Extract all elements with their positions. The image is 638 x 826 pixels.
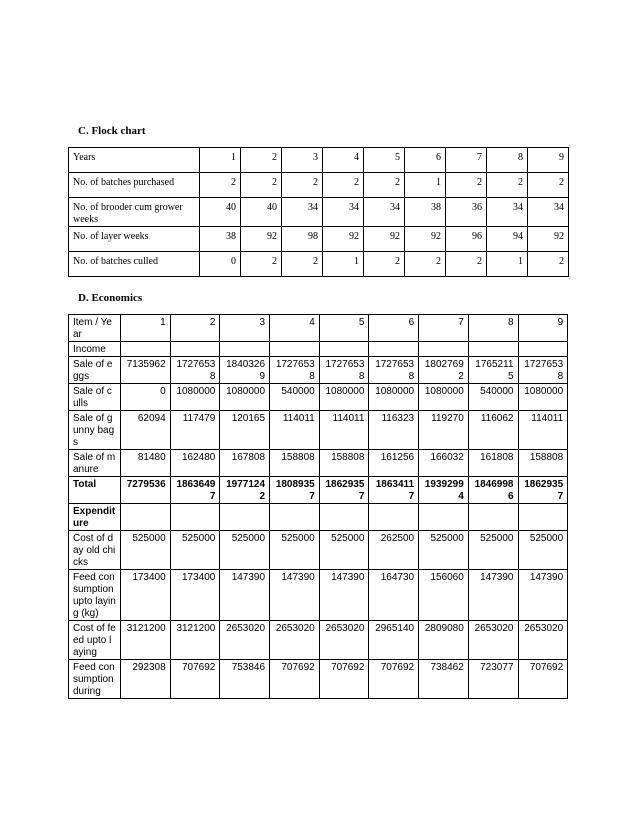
econ-value-cell: 116062 xyxy=(468,411,518,450)
econ-value-cell: 1080000 xyxy=(170,384,220,411)
econ-value-cell: 17652115 xyxy=(468,357,518,384)
econ-header-cell: 9 xyxy=(518,315,568,342)
econ-table-row xyxy=(69,342,568,357)
econ-value-cell: 18629357 xyxy=(518,477,568,504)
flock-value-cell: 96 xyxy=(446,227,487,252)
econ-row-label: Income xyxy=(69,342,121,357)
econ-table-row xyxy=(69,531,568,570)
flock-header-cell: 8 xyxy=(487,148,528,173)
flock-value-cell: 2 xyxy=(282,252,323,277)
econ-value-cell xyxy=(220,342,270,357)
econ-table-row xyxy=(69,384,568,411)
econ-value-cell: 2653020 xyxy=(270,621,320,660)
econ-value-cell: 753846 xyxy=(220,660,270,699)
flock-header-cell: 5 xyxy=(364,148,405,173)
econ-value-cell: 0 xyxy=(121,384,171,411)
flock-value-cell: 38 xyxy=(200,227,241,252)
econ-value-cell: 17276538 xyxy=(369,357,419,384)
econ-value-cell: 147390 xyxy=(319,570,369,621)
econ-value-cell: 525000 xyxy=(170,531,220,570)
econ-header-cell: 3 xyxy=(220,315,270,342)
flock-value-cell: 92 xyxy=(405,227,446,252)
flock-value-cell: 36 xyxy=(446,198,487,227)
econ-value-cell: 114011 xyxy=(518,411,568,450)
econ-value-cell xyxy=(319,504,369,531)
flock-value-cell: 1 xyxy=(405,173,446,198)
flock-value-cell: 2 xyxy=(364,173,405,198)
econ-header-cell: 2 xyxy=(170,315,220,342)
econ-value-cell: 17276538 xyxy=(170,357,220,384)
econ-value-cell: 147390 xyxy=(220,570,270,621)
econ-value-cell xyxy=(220,504,270,531)
econ-value-cell: 162480 xyxy=(170,450,220,477)
flock-header-cell: 2 xyxy=(241,148,282,173)
econ-value-cell: 7279536 xyxy=(121,477,171,504)
flock-row-label: No. of layer weeks xyxy=(69,227,200,252)
flock-value-cell: 2 xyxy=(446,173,487,198)
econ-header-cell: 6 xyxy=(369,315,419,342)
econ-value-cell: 18403269 xyxy=(220,357,270,384)
econ-value-cell xyxy=(270,504,320,531)
flock-value-cell: 98 xyxy=(282,227,323,252)
econ-value-cell: 738462 xyxy=(419,660,469,699)
econ-value-cell: 116323 xyxy=(369,411,419,450)
econ-value-cell: 525000 xyxy=(468,531,518,570)
flock-value-cell: 92 xyxy=(528,227,569,252)
econ-value-cell: 1080000 xyxy=(319,384,369,411)
flock-value-cell: 34 xyxy=(528,198,569,227)
flock-chart-table xyxy=(68,147,569,277)
econ-value-cell: 1080000 xyxy=(419,384,469,411)
econ-value-cell: 156060 xyxy=(419,570,469,621)
flock-header-cell: 4 xyxy=(323,148,364,173)
flock-header-cell: 3 xyxy=(282,148,323,173)
econ-value-cell xyxy=(170,504,220,531)
econ-header-cell: 1 xyxy=(121,315,171,342)
econ-value-cell: 3121200 xyxy=(170,621,220,660)
econ-value-cell: 81480 xyxy=(121,450,171,477)
econ-value-cell: 707692 xyxy=(170,660,220,699)
flock-value-cell: 2 xyxy=(241,252,282,277)
flock-value-cell: 92 xyxy=(241,227,282,252)
econ-value-cell xyxy=(518,342,568,357)
flock-value-cell: 40 xyxy=(241,198,282,227)
econ-value-cell xyxy=(369,504,419,531)
flock-value-cell: 34 xyxy=(282,198,323,227)
econ-header-row xyxy=(69,315,568,342)
flock-header-row xyxy=(69,148,569,173)
flock-value-cell: 40 xyxy=(200,198,241,227)
econ-value-cell: 164730 xyxy=(369,570,419,621)
flock-value-cell: 34 xyxy=(487,198,528,227)
econ-value-cell xyxy=(319,342,369,357)
economics-heading: D. Economics xyxy=(78,292,143,304)
flock-header-cell: Years xyxy=(69,148,200,173)
econ-value-cell: 1080000 xyxy=(369,384,419,411)
flock-value-cell: 92 xyxy=(364,227,405,252)
econ-value-cell: 147390 xyxy=(270,570,320,621)
econ-value-cell: 167808 xyxy=(220,450,270,477)
econ-value-cell: 117479 xyxy=(170,411,220,450)
flock-header-cell: 1 xyxy=(200,148,241,173)
econ-row-label: Sale of manure xyxy=(69,450,121,477)
flock-value-cell: 2 xyxy=(323,173,364,198)
flock-value-cell: 1 xyxy=(323,252,364,277)
econ-value-cell xyxy=(170,342,220,357)
econ-value-cell: 114011 xyxy=(319,411,369,450)
econ-header-cell: Item / Year xyxy=(69,315,121,342)
econ-value-cell: 62094 xyxy=(121,411,171,450)
econ-value-cell: 18636497 xyxy=(170,477,220,504)
econ-value-cell: 1080000 xyxy=(518,384,568,411)
econ-value-cell: 17276538 xyxy=(270,357,320,384)
econ-value-cell: 147390 xyxy=(518,570,568,621)
econ-table-row xyxy=(69,570,568,621)
economics-table xyxy=(68,314,568,699)
flock-value-cell: 2 xyxy=(200,173,241,198)
econ-value-cell: 18634117 xyxy=(369,477,419,504)
econ-value-cell: 707692 xyxy=(319,660,369,699)
econ-value-cell: 147390 xyxy=(468,570,518,621)
flock-table-row xyxy=(69,227,569,252)
econ-value-cell: 158808 xyxy=(319,450,369,477)
econ-value-cell: 7135962 xyxy=(121,357,171,384)
econ-value-cell: 2965140 xyxy=(369,621,419,660)
flock-table-row xyxy=(69,252,569,277)
econ-value-cell: 525000 xyxy=(518,531,568,570)
econ-row-label: Total xyxy=(69,477,121,504)
econ-value-cell xyxy=(468,342,518,357)
econ-value-cell: 2653020 xyxy=(220,621,270,660)
econ-value-cell: 540000 xyxy=(468,384,518,411)
flock-value-cell: 34 xyxy=(364,198,405,227)
econ-row-label: Expenditure xyxy=(69,504,121,531)
econ-value-cell: 2809080 xyxy=(419,621,469,660)
econ-value-cell: 540000 xyxy=(270,384,320,411)
flock-header-cell: 7 xyxy=(446,148,487,173)
econ-table-row xyxy=(69,660,568,699)
econ-value-cell: 525000 xyxy=(220,531,270,570)
econ-value-cell: 173400 xyxy=(121,570,171,621)
econ-value-cell: 707692 xyxy=(270,660,320,699)
econ-value-cell: 262500 xyxy=(369,531,419,570)
econ-value-cell: 18469986 xyxy=(468,477,518,504)
econ-value-cell: 707692 xyxy=(518,660,568,699)
econ-value-cell: 2653020 xyxy=(468,621,518,660)
flock-chart-heading: C. Flock chart xyxy=(78,125,146,137)
econ-row-label: Cost of feed upto laying xyxy=(69,621,121,660)
econ-value-cell: 17276538 xyxy=(319,357,369,384)
econ-value-cell: 18027692 xyxy=(419,357,469,384)
econ-value-cell: 723077 xyxy=(468,660,518,699)
flock-value-cell: 2 xyxy=(446,252,487,277)
econ-value-cell: 525000 xyxy=(319,531,369,570)
econ-table-row xyxy=(69,357,568,384)
flock-value-cell: 2 xyxy=(487,173,528,198)
econ-row-label: Cost of day old chicks xyxy=(69,531,121,570)
flock-value-cell: 2 xyxy=(282,173,323,198)
flock-value-cell: 92 xyxy=(323,227,364,252)
flock-value-cell: 1 xyxy=(487,252,528,277)
econ-value-cell xyxy=(419,504,469,531)
econ-value-cell xyxy=(369,342,419,357)
flock-value-cell: 2 xyxy=(405,252,446,277)
econ-row-label: Sale of eggs xyxy=(69,357,121,384)
econ-value-cell: 17276538 xyxy=(518,357,568,384)
flock-value-cell: 2 xyxy=(241,173,282,198)
econ-table-row xyxy=(69,477,568,504)
econ-table-row xyxy=(69,411,568,450)
econ-value-cell xyxy=(121,342,171,357)
econ-value-cell xyxy=(419,342,469,357)
econ-value-cell: 158808 xyxy=(518,450,568,477)
econ-value-cell: 19392994 xyxy=(419,477,469,504)
flock-value-cell: 2 xyxy=(364,252,405,277)
econ-row-label: Sale of gunny bags xyxy=(69,411,121,450)
flock-value-cell: 34 xyxy=(323,198,364,227)
flock-table-row xyxy=(69,173,569,198)
econ-value-cell: 18629357 xyxy=(319,477,369,504)
flock-value-cell: 2 xyxy=(528,252,569,277)
econ-value-cell xyxy=(468,504,518,531)
econ-row-label: Sale of culls xyxy=(69,384,121,411)
econ-value-cell: 2653020 xyxy=(319,621,369,660)
econ-value-cell: 292308 xyxy=(121,660,171,699)
econ-value-cell: 19771242 xyxy=(220,477,270,504)
econ-value-cell: 114011 xyxy=(270,411,320,450)
econ-table-row xyxy=(69,450,568,477)
econ-value-cell: 707692 xyxy=(369,660,419,699)
econ-value-cell: 3121200 xyxy=(121,621,171,660)
econ-header-cell: 4 xyxy=(270,315,320,342)
econ-value-cell: 18089357 xyxy=(270,477,320,504)
econ-value-cell: 525000 xyxy=(270,531,320,570)
flock-header-cell: 6 xyxy=(405,148,446,173)
econ-value-cell: 158808 xyxy=(270,450,320,477)
econ-header-cell: 8 xyxy=(468,315,518,342)
flock-value-cell: 38 xyxy=(405,198,446,227)
econ-value-cell: 2653020 xyxy=(518,621,568,660)
econ-value-cell xyxy=(518,504,568,531)
flock-header-cell: 9 xyxy=(528,148,569,173)
econ-value-cell: 173400 xyxy=(170,570,220,621)
econ-value-cell: 120165 xyxy=(220,411,270,450)
econ-value-cell: 119270 xyxy=(419,411,469,450)
econ-row-label: Feed consumption during xyxy=(69,660,121,699)
econ-value-cell: 1080000 xyxy=(220,384,270,411)
econ-value-cell: 525000 xyxy=(121,531,171,570)
flock-value-cell: 0 xyxy=(200,252,241,277)
econ-value-cell: 161808 xyxy=(468,450,518,477)
econ-table-row xyxy=(69,621,568,660)
flock-table-row xyxy=(69,198,569,227)
econ-header-cell: 7 xyxy=(419,315,469,342)
flock-value-cell: 2 xyxy=(528,173,569,198)
econ-value-cell: 161256 xyxy=(369,450,419,477)
flock-row-label: No. of brooder cum grower weeks xyxy=(69,198,200,227)
econ-row-label: Feed consumption upto laying (kg) xyxy=(69,570,121,621)
econ-value-cell xyxy=(270,342,320,357)
econ-value-cell xyxy=(121,504,171,531)
econ-table-row xyxy=(69,504,568,531)
econ-value-cell: 166032 xyxy=(419,450,469,477)
econ-header-cell: 5 xyxy=(319,315,369,342)
flock-value-cell: 94 xyxy=(487,227,528,252)
flock-row-label: No. of batches purchased xyxy=(69,173,200,198)
econ-value-cell: 525000 xyxy=(419,531,469,570)
flock-row-label: No. of batches culled xyxy=(69,252,200,277)
